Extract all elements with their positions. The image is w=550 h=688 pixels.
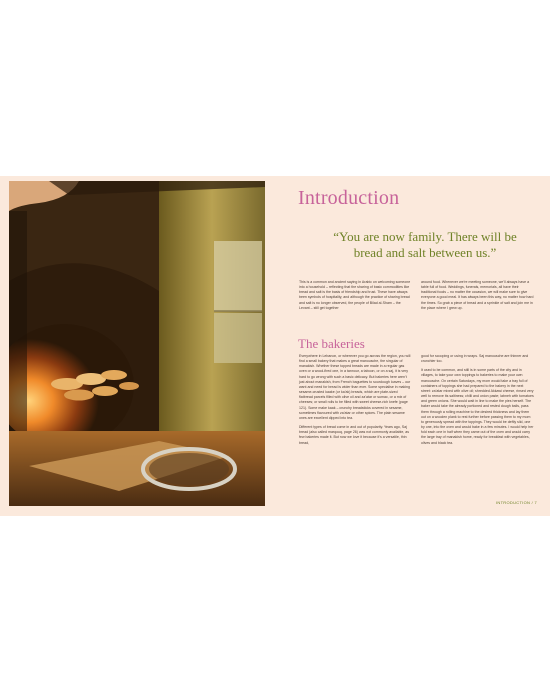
page-footer: INTRODUCTION / 7: [495, 500, 537, 505]
intro-paragraph: This is a common and ancient saying in Arabic on welcoming someone into a household – reflecting that the sharing of basic commodities like bread and salt is the basis of friendship and trust. These have always been symbols of hospitality, and although the practice of sharing bread and salt is no longer observed, the people of Bilad al-Sham – the Levant – still get together: [299, 280, 411, 310]
column-right: [421, 280, 534, 315]
column-left: [299, 280, 412, 315]
bakery-oven-photo: [9, 181, 265, 506]
bakeries-paragraph-3: good for scooping or using in wraps. Saj manousche are thinner and crunchier too.: [421, 354, 529, 364]
bakeries-paragraph-4: It used to be common, and still is in some parts of the city and in villages, to take your own toppings to bakeries to make your own manousche. On certain Saturdays, my mom would take a tray full of containers of toppings she had prepared to the bakery in the next street: za’atar mixed with olive oil; shredded Akkawi cheese, rinsed very well to remove its saltiness; chilli and onion paste; labneh with tomatoes and green onions. She would wait in line to make the pies herself. The baker would take the already portioned and rested dough balls, pass them through a rolling machine to the desired thickness and lay them out on a wooden plank to rest further before passing them to my mom to generously spread with the toppings. They would be deftly slid, one by one, into the oven and would bake in a few minutes. I would help her fold each one in half when they came out of the oven and would carry the large tray of manakish home, ready for breakfast with vegetables, olives and black tea.: [421, 368, 534, 445]
section-heading: The bakeries: [298, 336, 365, 351]
bakeries-paragraph-1: Everywhere in Lebanon, or wherever you go across the region, you will find a small bakery that makes a great manousche, the singular of manakish. Whether these topped breads are made in a regular gas oven or a wood-fired one, in a tannour, a taboon, or on a saj, it is very hard to go wrong with such a basic delicacy. But bakeries here aren’t just about manakish, from French baguettes to sourdough loaves – our want and need for bread is wider than ever. Some specialise in making sesame-crusted kaake (or ka’ak) breads, which are plate-sized flatbread parcels filled with olive oil and za’atar or sumac, or a mix of cheeses; or small rolls to be filled with sweet cheese-rich knefe (page 121). Some make kaak – crunchy breadsticks covered in sesame, sometimes flavoured with za’atar or other spices. The plain sesame ones are excellent dipped into tea.: [299, 354, 411, 420]
bakeries-column-right: [421, 354, 534, 450]
page-title: Introduction: [298, 187, 400, 209]
bakeries-paragraph-2: Different types of bread come in and out of popularity. Years ago, Saj bread (also called marqouq, page 26) was not commonly available, as few bakeries made it. But now we love it because it’s a versatile, thin bread,: [299, 425, 410, 445]
bakeries-column-left: [299, 354, 412, 450]
intro-continued-paragraph: around food. Whenever we’re meeting someone, we’ll always have a table full of food. Weddings, funerals, memorials, all have their traditional foods – no matter the occasion, we will make sure to give everyone a good meal. It has always been this way, no matter how hard the times. So grab a piece of bread and a sprinkle of salt and join me in the place where I grew up.: [421, 280, 534, 310]
pull-quote: “You are now family. There will be bread and salt between us.”: [333, 229, 517, 260]
